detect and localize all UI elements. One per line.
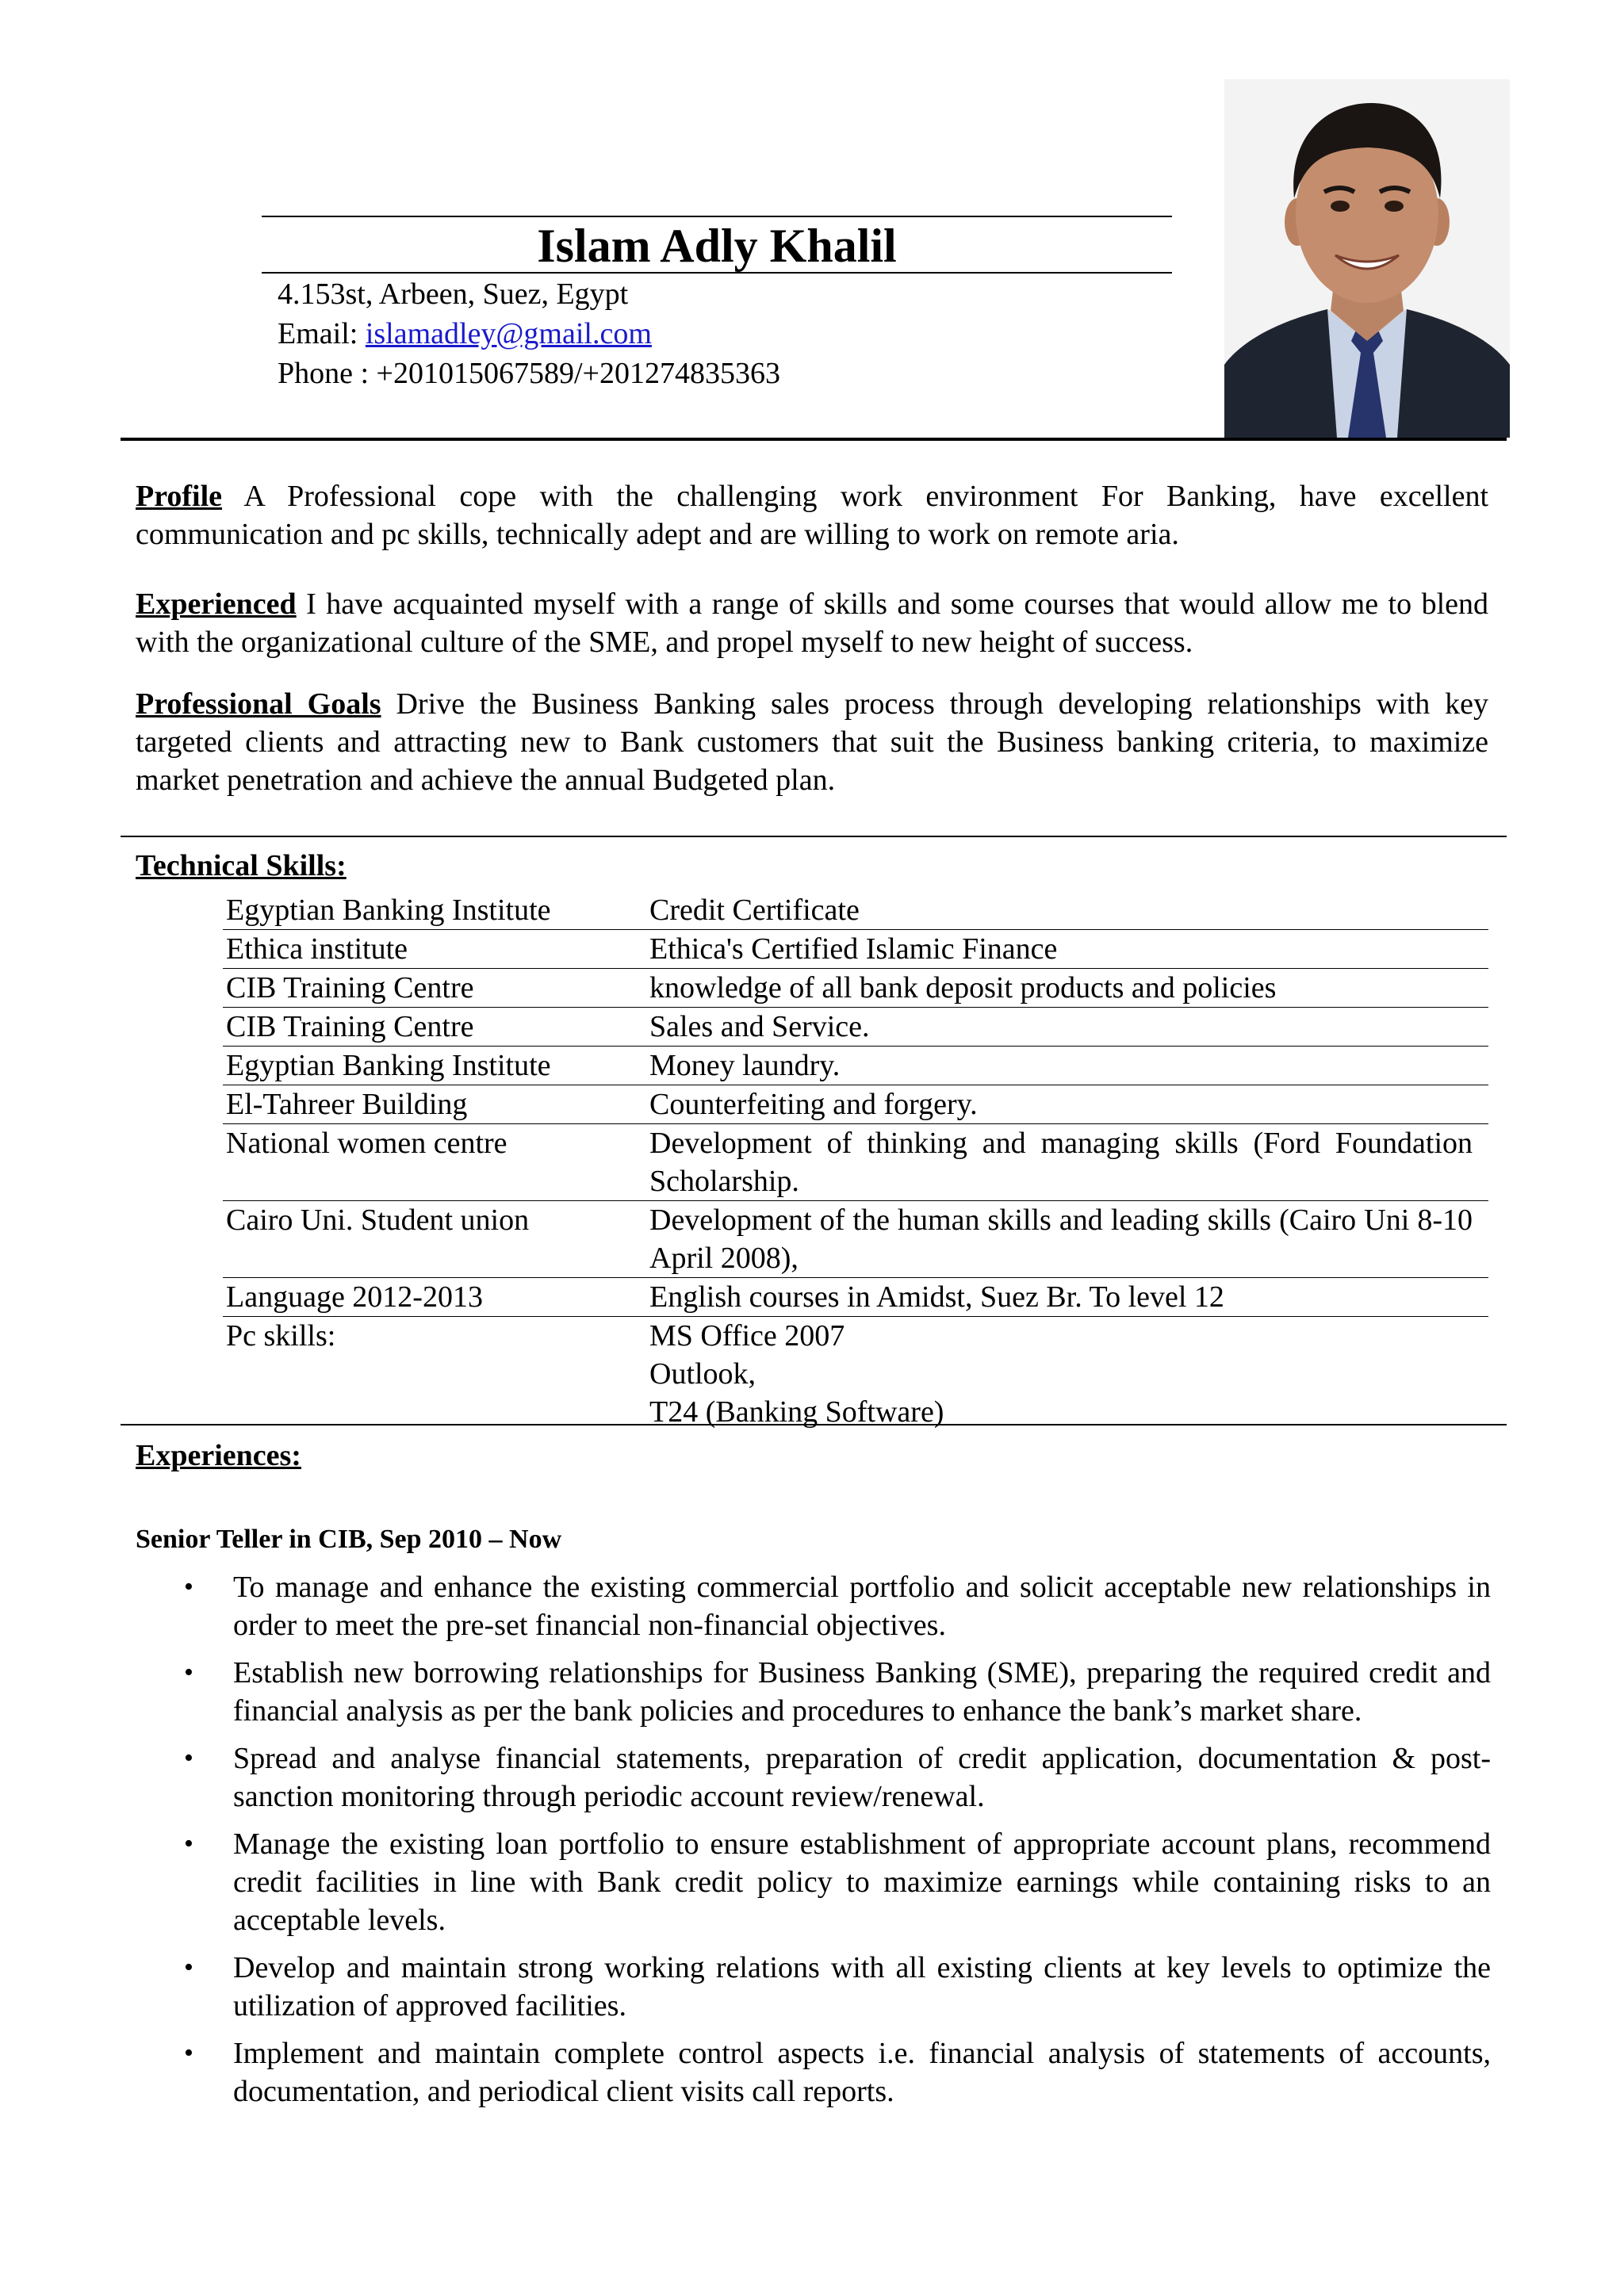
skill-course: Credit Certificate	[649, 894, 860, 927]
skill-course: Ethica's Certified Islamic Finance	[649, 932, 1058, 966]
skill-provider: Egyptian Banking Institute	[226, 894, 551, 927]
table-row	[223, 891, 1488, 930]
profile-paragraph	[136, 477, 1488, 553]
table-row	[223, 930, 1488, 969]
experienced-label: Experienced	[136, 587, 297, 621]
skill-provider: Pc skills:	[226, 1319, 336, 1353]
email-label: Email:	[278, 317, 366, 350]
skill-course: Money laundry.	[649, 1049, 841, 1082]
bullet-icon: •	[184, 2038, 193, 2068]
skill-provider: Cairo Uni. Student union	[226, 1203, 530, 1237]
list-item	[184, 1739, 1491, 1816]
skill-course: Development of the human skills and leading skills (Cairo Uni 8-10 April 2008),	[649, 1203, 1473, 1275]
email-line	[278, 315, 652, 353]
address-line: 4.153st, Arbeen, Suez, Egypt	[278, 277, 629, 311]
technical-skills-table	[223, 891, 1488, 1431]
table-row	[223, 1047, 1488, 1085]
list-item-text: Implement and maintain complete control aspects i.e. financial analysis of statements of accounts, documentation, and periodical client visits call reports.	[233, 2037, 1491, 2108]
table-row	[223, 1008, 1488, 1047]
skill-provider: CIB Training Centre	[226, 971, 474, 1004]
skill-provider: National women centre	[226, 1127, 508, 1160]
goals-text: Drive the Business Banking sales process through developing relationships with key targeted clients and attracting new to Bank customers that suit the Business banking criteria, to maximize market penetration and achieve the annual Budgeted plan.	[136, 687, 1488, 797]
skill-course-list	[649, 1317, 1488, 1431]
table-row	[223, 1317, 1488, 1431]
list-item	[184, 1654, 1491, 1730]
table-row	[223, 1278, 1488, 1317]
profile-label: Profile	[136, 480, 223, 513]
skill-provider: Ethica institute	[226, 932, 408, 966]
responsibilities-list	[184, 1568, 1491, 2120]
skill-provider: Language 2012-2013	[226, 1280, 483, 1314]
job-title: Senior Teller in CIB, Sep 2010 – Now	[136, 1525, 562, 1554]
table-row	[223, 1201, 1488, 1278]
skill-course: Development of thinking and managing skills (Ford Foundation Scholarship.	[649, 1127, 1473, 1198]
bullet-icon: •	[184, 1658, 193, 1687]
table-row	[223, 969, 1488, 1008]
bullet-icon: •	[184, 1829, 193, 1858]
list-item-text: Develop and maintain strong working relations with all existing clients at key levels to optimize the utilization of approved facilities.	[233, 1951, 1491, 2022]
list-item	[184, 1825, 1491, 1939]
table-row	[223, 1085, 1488, 1124]
bullet-icon: •	[184, 1572, 193, 1601]
phone-line: Phone : +201015067589/+201274835363	[278, 357, 780, 390]
skill-provider: CIB Training Centre	[226, 1010, 474, 1043]
list-item	[184, 2034, 1491, 2110]
experienced-text: I have acquainted myself with a range of skills and some courses that would allow me to blend with the organizational culture of the SME, and propel myself to new height of success.	[136, 587, 1488, 659]
candidate-name: Islam Adly Khalil	[537, 220, 897, 272]
bullet-icon: •	[184, 1743, 193, 1773]
list-item	[184, 1949, 1491, 2025]
header-bottom-rule	[121, 438, 1507, 441]
bullet-icon: •	[184, 1953, 193, 1982]
list-item-text: Spread and analyse financial statements, preparation of credit application, documentation & post-sanction monitoring through periodic account review/renewal.	[233, 1742, 1491, 1813]
goals-paragraph	[136, 685, 1488, 799]
skill-course: MS Office 2007	[649, 1319, 845, 1353]
skill-provider: El-Tahreer Building	[226, 1088, 468, 1121]
header-top-rule	[262, 216, 1172, 217]
list-item	[184, 1568, 1491, 1644]
list-item-text: To manage and enhance the existing commercial portfolio and solicit acceptable new relationships in order to meet the pre-set financial non-financial objectives.	[233, 1571, 1491, 1642]
person-photo-icon	[1224, 79, 1510, 438]
section-rule	[121, 836, 1507, 837]
skill-course: Sales and Service.	[649, 1010, 870, 1043]
skill-course: Outlook,	[649, 1357, 756, 1391]
technical-skills-heading: Technical Skills:	[136, 849, 347, 882]
skill-course: Counterfeiting and forgery.	[649, 1088, 978, 1121]
list-item-text: Manage the existing loan portfolio to ensure establishment of appropriate account plans, recommend credit facilities in line with Bank credit policy to maximize earnings while containing risks to an acceptable levels.	[233, 1827, 1491, 1937]
profile-text: A Professional cope with the challenging work environment For Banking, have excellent communication and pc skills, technically adept and are willing to work on remote aria.	[136, 480, 1488, 551]
skill-provider: Egyptian Banking Institute	[226, 1049, 551, 1082]
skill-course: knowledge of all bank deposit products and policies	[649, 971, 1277, 1004]
table-row	[223, 1124, 1488, 1201]
email-link[interactable]: islamadley@gmail.com	[365, 317, 652, 350]
header-name-rule	[262, 272, 1172, 274]
goals-label: Professional Goals	[136, 687, 381, 721]
experiences-heading: Experiences:	[136, 1439, 301, 1472]
list-item-text: Establish new borrowing relationships for Business Banking (SME), preparing the required credit and financial analysis as per the bank policies and procedures to enhance the bank’s market share.	[233, 1656, 1491, 1728]
skill-course: T24 (Banking Software)	[649, 1395, 944, 1429]
experienced-paragraph	[136, 585, 1488, 661]
section-rule	[121, 1424, 1507, 1425]
skill-course: English courses in Amidst, Suez Br. To level 12	[649, 1280, 1224, 1314]
